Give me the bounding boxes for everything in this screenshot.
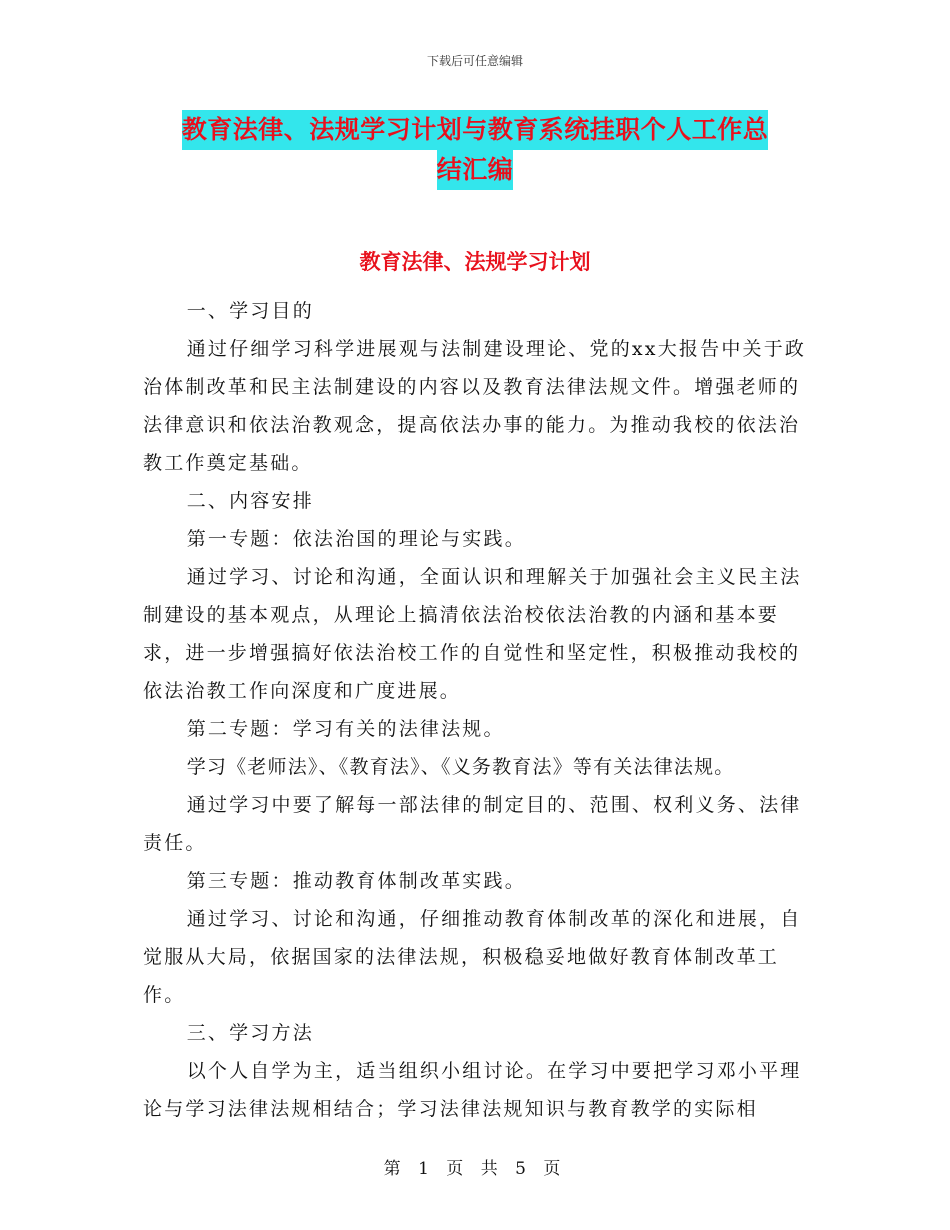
title-line-1: 教育法律、法规学习计划与教育系统挂职个人工作总 [182,110,769,150]
paragraph: 通过学习中要了解每一部法律的制定目的、范围、权利义务、法律责任。 [143,794,802,854]
topic-1-heading: 第一专题：依法治国的理论与实践。 [186,528,526,550]
topic-2-heading: 第二专题：学习有关的法律法规。 [186,718,505,740]
page-header: 下载后可任意编辑 [426,54,523,68]
paragraph: 通过仔细学习科学进展观与法制建设理论、党的xx大报告中关于政治体制改革和民主法制建设的内容以及教育法律法规文件。增强老师的法律意识和依法治教观念，提高依法办事的能力。为推动我校的依法治教工作奠定基础。 [143,338,807,474]
paragraph: 通过学习、讨论和沟通，仔细推动教育体制改革的深化和进展，自觉服从大局，依据国家的法律法规，积极稳妥地做好教育体制改革工作。 [143,908,802,1006]
document-title [143,110,807,190]
heading-learning-purpose: 一、学习目的 [186,300,314,322]
paragraph: 学习《老师法》、《教育法》、《义务教育法》等有关法律法规。 [186,756,735,778]
section-title: 教育法律、法规学习计划 [359,250,591,274]
paragraph: 通过学习、讨论和沟通，全面认识和理解关于加强社会主义民主法制建设的基本观点，从理论上搞清依法治校依法治教的内涵和基本要求，进一步增强搞好依法治校工作的自觉性和坚定性，积极推动我校的依法治教工作向深度和广度进展。 [143,566,802,702]
page-number: 第 1 页 共 5 页 [383,1159,567,1179]
topic-3-heading: 第三专题：推动教育体制改革实践。 [186,870,526,892]
heading-content-arrangement: 二、内容安排 [186,490,314,512]
title-line-2: 结汇编 [437,150,514,190]
heading-learning-method: 三、学习方法 [186,1022,314,1044]
paragraph: 以个人自学为主，适当组织小组讨论。在学习中要把学习邓小平理论与学习法律法规相结合；学习法律法规知识与教育教学的实际相 [143,1060,802,1120]
document-body [143,292,807,1128]
